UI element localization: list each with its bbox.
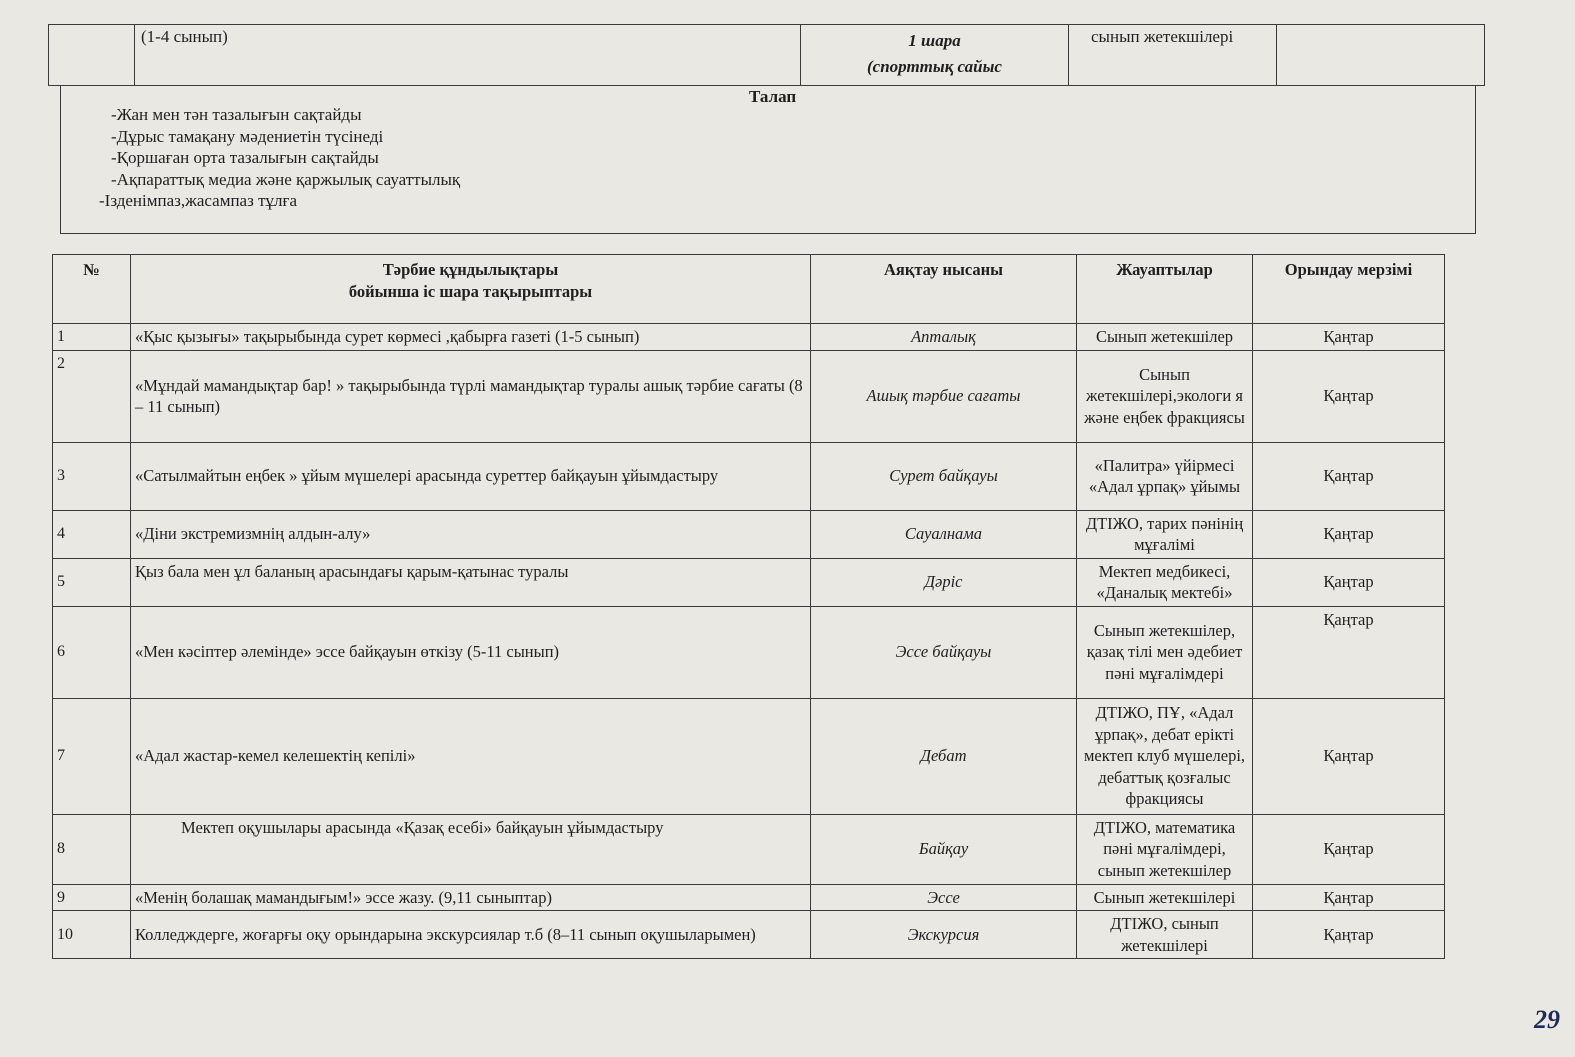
- row-topic: «Сатылмайтын еңбек » ұйым мүшелері арасында суреттер байқауын ұйымдастыру: [131, 442, 811, 510]
- row-responsible: «Палитра» үйірмесі «Адал ұрпақ» ұйымы: [1077, 442, 1253, 510]
- row-topic: Қыз бала мен ұл баланың арасындағы қарым-қатынас туралы: [131, 558, 811, 606]
- row-term: Қаңтар: [1253, 350, 1445, 442]
- row-topic: «Діни экстремизмнің алдын-алу»: [131, 510, 811, 558]
- row-num: 7: [53, 698, 131, 814]
- requirement-item: -Ақпараттық медиа және қаржылық сауаттылық: [111, 169, 461, 189]
- row-responsible: Сынып жетекшілер: [1077, 324, 1253, 351]
- table-row: [53, 698, 1445, 814]
- table-row: [53, 814, 1445, 884]
- top-table: [48, 24, 1485, 86]
- page-number: 29: [1534, 1005, 1560, 1034]
- top-event-line2: (спорттық сайыс: [867, 57, 1002, 76]
- row-responsible: ДТІЖО, тарих пәнінің мұғалімі: [1077, 510, 1253, 558]
- header-term: Орындау мерзімі: [1253, 255, 1445, 324]
- row-form: Сурет байқауы: [811, 442, 1077, 510]
- row-term: Қаңтар: [1253, 510, 1445, 558]
- row-responsible: Мектеп медбикесі, «Даналық мектебі»: [1077, 558, 1253, 606]
- row-topic: «Адал жастар-кемел келешектің кепілі»: [131, 698, 811, 814]
- row-num: 3: [53, 442, 131, 510]
- row-form: Апталық: [811, 324, 1077, 351]
- requirements-list: [99, 104, 461, 212]
- row-term: Қаңтар: [1253, 558, 1445, 606]
- table-row: [53, 558, 1445, 606]
- row-form: Экскурсия: [811, 911, 1077, 959]
- plan-table: [52, 254, 1445, 959]
- row-form: Байқау: [811, 814, 1077, 884]
- header-topic: [131, 255, 811, 324]
- row-term: Қаңтар: [1253, 442, 1445, 510]
- row-topic: «Мен кәсіптер әлемінде» эссе байқауын өткізу (5-11 сынып): [131, 606, 811, 698]
- top-num-cell: [49, 25, 135, 86]
- row-form: Дәріс: [811, 558, 1077, 606]
- row-term: Қаңтар: [1253, 814, 1445, 884]
- row-term: Қаңтар: [1253, 698, 1445, 814]
- table-row: [53, 606, 1445, 698]
- row-term: Қаңтар: [1253, 606, 1445, 698]
- row-topic: «Менің болашақ мамандығым!» эссе жазу. (9,11 сыныптар): [131, 884, 811, 911]
- table-row: [53, 350, 1445, 442]
- header-responsible: Жауаптылар: [1077, 255, 1253, 324]
- row-form: Эссе: [811, 884, 1077, 911]
- row-term: Қаңтар: [1253, 324, 1445, 351]
- row-topic: «Қыс қызығы» тақырыбында сурет көрмесі ,қабырға газеті (1-5 сынып): [131, 324, 811, 351]
- row-responsible: ДТІЖО, сынып жетекшілері: [1077, 911, 1253, 959]
- requirement-item: -Ізденімпаз,жасампаз тұлға: [99, 191, 297, 210]
- row-form: Сауалнама: [811, 510, 1077, 558]
- row-num: 5: [53, 558, 131, 606]
- row-num: 9: [53, 884, 131, 911]
- requirement-item: -Қоршаған орта тазалығын сақтайды: [111, 148, 379, 167]
- row-form: Эссе байқауы: [811, 606, 1077, 698]
- row-num: 4: [53, 510, 131, 558]
- top-class-cell: (1-4 сынып): [135, 25, 801, 86]
- row-responsible: Сынып жетекшілер, қазақ тілі мен әдебиет пәні мұғалімдері: [1077, 606, 1253, 698]
- table-row: [53, 442, 1445, 510]
- requirement-item: -Дұрыс тамақану мәдениетін түсінеді: [111, 126, 384, 146]
- header-topic-line1: Тәрбие құндылықтары: [382, 260, 559, 279]
- header-topic-line2: бойынша іс шара тақырыптары: [348, 281, 593, 301]
- top-table-row: [49, 25, 1485, 86]
- table-header-row: [53, 255, 1445, 324]
- top-event-line1: 1 шара: [908, 31, 961, 50]
- row-topic: Колледждерге, жоғарғы оқу орындарына экскурсиялар т.б (8–11 сынып оқушыларымен): [131, 911, 811, 959]
- table-row: [53, 884, 1445, 911]
- top-empty-cell: [1277, 25, 1485, 86]
- table-row: [53, 911, 1445, 959]
- top-responsible-cell: сынып жетекшілері: [1069, 25, 1277, 86]
- header-form: Аяқтау нысаны: [811, 255, 1077, 324]
- row-responsible: ДТІЖО, математика пәні мұғалімдері, сынып жетекшілер: [1077, 814, 1253, 884]
- top-event-cell: [801, 25, 1069, 86]
- row-num: 1: [53, 324, 131, 351]
- header-num: №: [53, 255, 131, 324]
- requirements-title: Талап: [749, 87, 797, 106]
- row-term: Қаңтар: [1253, 911, 1445, 959]
- requirements-box: [60, 86, 1476, 234]
- row-num: 10: [53, 911, 131, 959]
- row-form: Дебат: [811, 698, 1077, 814]
- row-topic: «Мұндай мамандықтар бар! » тақырыбында түрлі мамандықтар туралы ашық тәрбие сағаты (8 – 11 сынып): [131, 350, 811, 442]
- row-term: Қаңтар: [1253, 884, 1445, 911]
- requirement-item: -Жан мен тән тазалығын сақтайды: [111, 105, 362, 124]
- row-num: 2: [53, 350, 131, 442]
- row-form: Ашық тәрбие сағаты: [811, 350, 1077, 442]
- row-responsible: Сынып жетекшілері,экологи я және еңбек фракциясы: [1077, 350, 1253, 442]
- row-responsible: Сынып жетекшілері: [1077, 884, 1253, 911]
- table-row: [53, 324, 1445, 351]
- row-num: 8: [53, 814, 131, 884]
- row-responsible: ДТІЖО, ПҰ, «Адал ұрпақ», дебат ерікті мектеп клуб мүшелері, дебаттық қозғалыс фракциясы: [1077, 698, 1253, 814]
- row-topic: Мектеп оқушылары арасында «Қазақ есебі» байқауын ұйымдастыру: [131, 814, 811, 884]
- row-num: 6: [53, 606, 131, 698]
- table-row: [53, 510, 1445, 558]
